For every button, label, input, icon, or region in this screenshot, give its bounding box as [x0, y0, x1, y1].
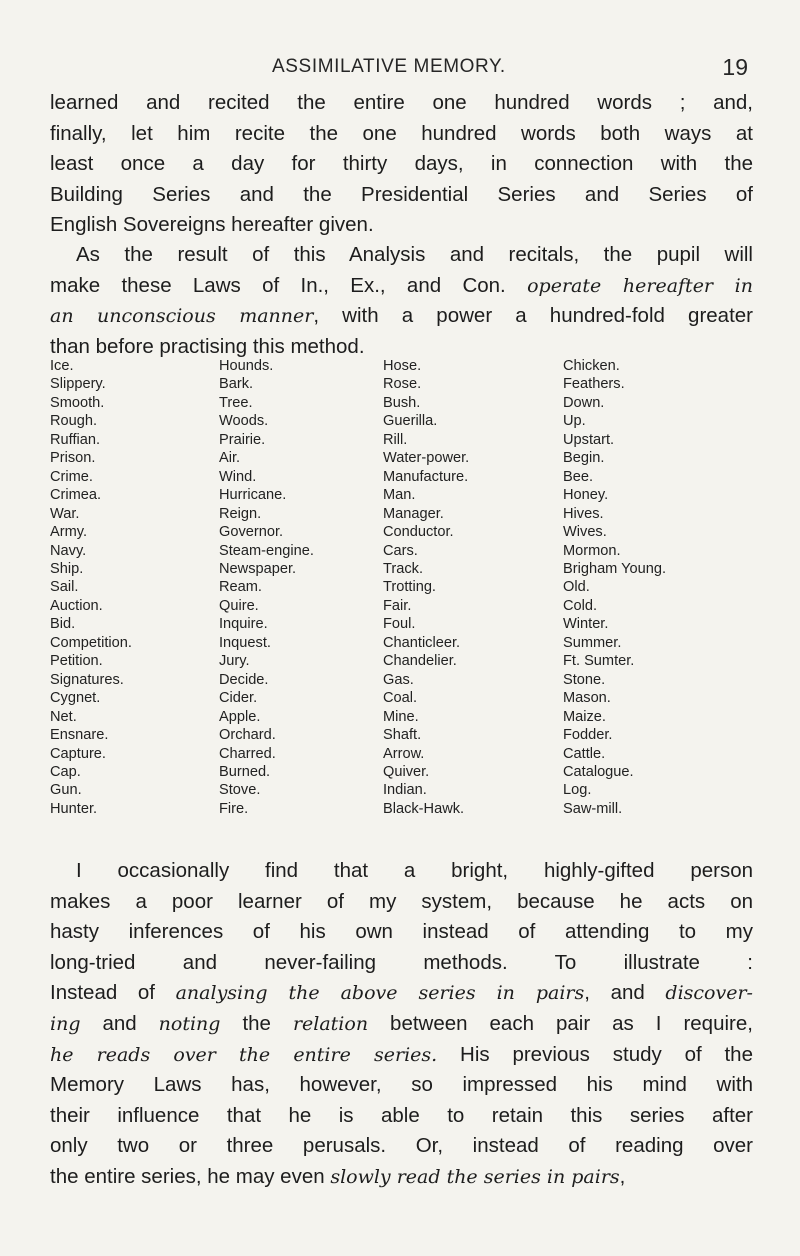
paragraph-1: [50, 88, 753, 241]
table-cell: Cold.: [563, 597, 598, 614]
table-row: [50, 542, 770, 560]
table-cell: Ensnare.: [50, 727, 109, 744]
text-line: only two or three perusals. Or, instead of reading over: [50, 1134, 753, 1158]
table-cell: Reign.: [219, 505, 262, 522]
table-row: [50, 708, 770, 726]
word-series-body: [50, 357, 770, 818]
table-cell: Rose.: [383, 376, 422, 393]
table-cell: Mormon.: [563, 542, 621, 559]
table-cell: Crime.: [50, 468, 93, 485]
text-line: finally, let him recite the one hundred words both ways at: [50, 121, 753, 145]
table-cell: Arrow.: [383, 745, 425, 762]
table-cell: Track.: [383, 560, 423, 577]
text-line: least once a day for thirty days, in connection with the: [50, 152, 753, 176]
table-cell: Slippery.: [50, 376, 106, 393]
page-number: 19: [722, 54, 748, 80]
text-line: Memory Laws has, however, so impressed his mind with: [50, 1073, 753, 1097]
table-cell: Cars.: [383, 542, 418, 559]
table-cell: Cygnet.: [50, 690, 101, 707]
table-cell: Ice.: [50, 358, 74, 374]
table-row: [50, 486, 770, 504]
table-row: [50, 615, 770, 633]
table-cell: Quire.: [219, 597, 259, 614]
table-cell: Hounds.: [219, 358, 274, 374]
table-cell: Prairie.: [219, 431, 266, 448]
table-cell: Newspaper.: [219, 560, 297, 577]
table-cell: Coal.: [383, 690, 418, 707]
table-row: [50, 745, 770, 763]
text-run: make these Laws of In., Ex., and Con.: [50, 273, 506, 297]
table-cell: Air.: [219, 450, 241, 467]
table-cell: Wives.: [563, 524, 607, 541]
table-cell: Jury.: [219, 653, 250, 670]
table-cell: Mine.: [383, 708, 419, 725]
text-line: Building Series and the Presidential Series and Series of: [50, 182, 753, 206]
table-cell: Steam-engine.: [219, 542, 314, 559]
table-cell: Black-Hawk.: [383, 800, 465, 817]
running-head: [0, 54, 800, 84]
table-row: [50, 523, 770, 541]
table-cell: Net.: [50, 708, 77, 725]
table-cell: Conductor.: [383, 524, 454, 541]
italic-run: relation: [292, 1012, 369, 1035]
table-cell: Honey.: [563, 487, 609, 504]
table-cell: Woods.: [219, 413, 269, 430]
table-cell: Apple.: [219, 708, 261, 725]
table-cell: Trotting.: [383, 579, 436, 596]
text-line: [50, 1040, 753, 1071]
text-line: than before practising this method.: [50, 334, 365, 358]
table-row: [50, 560, 770, 578]
table-cell: Ruffian.: [50, 431, 101, 448]
table-cell: Tree.: [219, 394, 253, 411]
text-line: [50, 271, 753, 302]
table-row: [50, 652, 770, 670]
table-row: [50, 357, 770, 375]
table-row: [50, 449, 770, 467]
table-cell: Orchard.: [219, 727, 276, 744]
table-cell: Bush.: [383, 394, 421, 411]
italic-run: analysing the above series in pairs: [175, 982, 585, 1005]
table-cell: Man.: [383, 487, 416, 504]
table-cell: Fodder.: [563, 727, 613, 744]
text-run: , with a power a hundred-fold greater: [313, 304, 753, 328]
table-cell: Auction.: [50, 597, 103, 614]
italic-run: noting: [158, 1012, 221, 1035]
table-row: [50, 468, 770, 486]
table-row: [50, 597, 770, 615]
text-run: between each pair as I require,: [390, 1011, 753, 1035]
table-cell: Winter.: [563, 616, 609, 633]
table-cell: Inquire.: [219, 616, 268, 633]
table-cell: Up.: [563, 413, 586, 430]
italic-run: ing: [50, 1012, 81, 1035]
table-cell: Old.: [563, 579, 590, 596]
table-cell: Cider.: [219, 690, 258, 707]
text-line: English Sovereigns hereafter given.: [50, 213, 374, 237]
table-cell: Brigham Young.: [563, 560, 667, 577]
italic-run: discover-: [665, 982, 753, 1005]
text-run: the entire series, he may even: [50, 1164, 325, 1188]
table-row: [50, 763, 770, 781]
table-cell: Chicken.: [563, 358, 620, 374]
table-row: [50, 412, 770, 430]
table-row: [50, 689, 770, 707]
table-cell: Cap.: [50, 763, 81, 780]
italic-run: an unconscious manner: [50, 305, 314, 328]
table-row: [50, 505, 770, 523]
table-cell: Capture.: [50, 745, 106, 762]
table-cell: Begin.: [563, 450, 605, 467]
table-row: [50, 634, 770, 652]
table-cell: Hives.: [563, 505, 604, 522]
word-series-table: [50, 357, 770, 818]
table-cell: Signatures.: [50, 671, 124, 688]
table-cell: Hose.: [383, 358, 422, 374]
text-run: His previous study of the: [460, 1042, 753, 1066]
table-cell: War.: [50, 505, 80, 522]
text-line: hasty inferences of his own instead of attending to my: [50, 920, 753, 944]
paragraph-2: [50, 240, 753, 362]
table-row: [50, 375, 770, 393]
table-cell: Governor.: [219, 524, 284, 541]
table-row: [50, 726, 770, 744]
table-row: [50, 394, 770, 412]
table-cell: Competition.: [50, 634, 132, 651]
text-run: and: [102, 1011, 137, 1035]
table-cell: Hunter.: [50, 800, 98, 817]
table-cell: Sail.: [50, 579, 79, 596]
table-row: [50, 800, 770, 818]
text-run: the: [242, 1011, 271, 1035]
table-cell: Burned.: [219, 763, 271, 780]
italic-run: operate hereafter in: [527, 274, 753, 297]
table-cell: Stove.: [219, 782, 261, 799]
paragraph-3: [50, 856, 753, 1193]
text-line: long-tried and never-failing methods. To illustrate :: [50, 950, 753, 974]
italic-run: slowly read the series in pairs: [330, 1165, 620, 1188]
text-line: [50, 301, 753, 332]
running-title: ASSIMILATIVE MEMORY.: [272, 56, 506, 77]
text-line: [50, 978, 753, 1009]
table-cell: Summer.: [563, 634, 622, 651]
table-cell: Chanticleer.: [383, 634, 461, 651]
table-cell: Ft. Sumter.: [563, 653, 635, 670]
text-run: , and: [584, 981, 645, 1005]
table-cell: Mason.: [563, 690, 611, 707]
italic-run: he reads over the entire series.: [50, 1043, 438, 1066]
table-cell: Maize.: [563, 708, 606, 725]
table-cell: Log.: [563, 782, 592, 799]
table-cell: Catalogue.: [563, 763, 634, 780]
table-cell: Rough.: [50, 413, 98, 430]
table-cell: Down.: [563, 394, 605, 411]
table-cell: Inquest.: [219, 634, 271, 651]
table-cell: Fair.: [383, 597, 412, 614]
text-line: As the result of this Analysis and recitals, the pupil will: [76, 243, 753, 266]
text-line: makes a poor learner of my system, because he acts on: [50, 889, 753, 913]
table-cell: Rill.: [383, 431, 408, 448]
table-cell: Saw-mill.: [563, 800, 623, 817]
table-cell: Upstart.: [563, 431, 615, 448]
table-row: [50, 578, 770, 596]
table-cell: Bark.: [219, 376, 254, 393]
table-cell: Prison.: [50, 450, 96, 467]
table-cell: Chandelier.: [383, 653, 457, 670]
table-cell: Petition.: [50, 653, 103, 670]
text-run: ,: [619, 1164, 626, 1188]
text-line: I occasionally find that a bright, highly-gifted person: [76, 859, 753, 882]
table-cell: Water-power.: [383, 450, 470, 467]
table-cell: Smooth.: [50, 394, 105, 411]
table-cell: Quiver.: [383, 763, 430, 780]
table-cell: Charred.: [219, 745, 276, 762]
table-cell: Gas.: [383, 671, 414, 688]
table-cell: Bee.: [563, 468, 594, 485]
table-cell: Ship.: [50, 560, 84, 577]
table-cell: Navy.: [50, 542, 87, 559]
table-cell: Fire.: [219, 800, 249, 817]
table-cell: Feathers.: [563, 376, 625, 393]
table-cell: Decide.: [219, 671, 269, 688]
table-cell: Army.: [50, 524, 88, 541]
text-line: [50, 1162, 753, 1193]
text-line: their influence that he is able to retain this series after: [50, 1103, 753, 1127]
table-cell: Bid.: [50, 616, 76, 633]
table-cell: Shaft.: [383, 727, 422, 744]
table-cell: Stone.: [563, 671, 606, 688]
table-cell: Cattle.: [563, 745, 606, 762]
table-row: [50, 431, 770, 449]
table-cell: Wind.: [219, 468, 257, 485]
table-cell: Ream.: [219, 579, 262, 596]
table-cell: Guerilla.: [383, 413, 438, 430]
table-cell: Hurricane.: [219, 487, 287, 504]
table-row: [50, 671, 770, 689]
table-cell: Manager.: [383, 505, 444, 522]
table-cell: Manufacture.: [383, 468, 469, 485]
table-cell: Foul.: [383, 616, 416, 633]
table-cell: Crimea.: [50, 487, 102, 504]
table-cell: Gun.: [50, 782, 82, 799]
text-line: [50, 1009, 753, 1040]
table-row: [50, 781, 770, 799]
text-run: Instead of: [50, 981, 155, 1005]
text-line: learned and recited the entire one hundred words ; and,: [50, 91, 753, 114]
table-cell: Indian.: [383, 782, 427, 799]
